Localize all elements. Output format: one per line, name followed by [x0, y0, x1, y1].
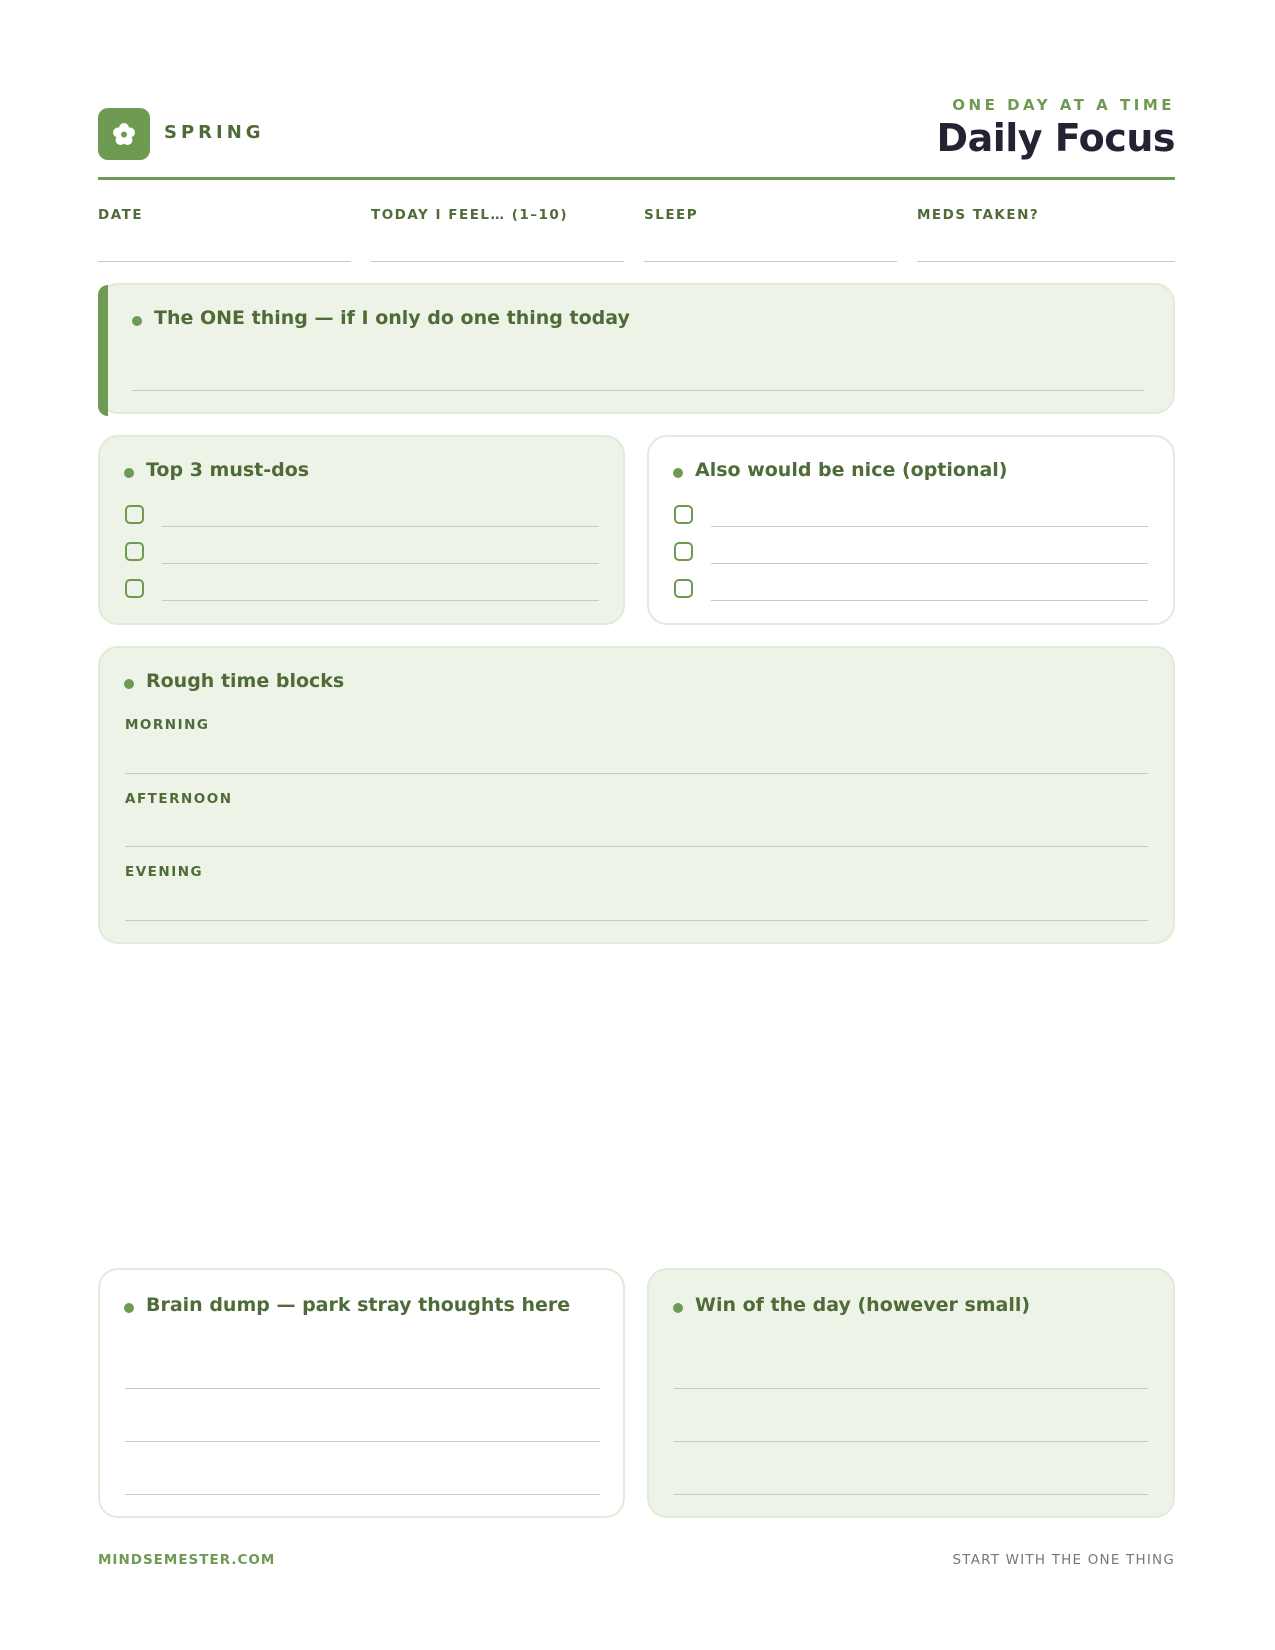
optional-checkbox-1[interactable] [674, 505, 693, 524]
optional-line-3[interactable] [711, 600, 1148, 601]
top3-title: Top 3 must-dos [146, 459, 310, 481]
win-line-2[interactable] [674, 1441, 1148, 1442]
sleep-label: SLEEP [644, 207, 699, 223]
optional-line-2[interactable] [711, 563, 1148, 564]
win-line-1[interactable] [674, 1388, 1148, 1389]
optional-title: Also would be nice (optional) [695, 459, 1008, 481]
afternoon-label: AFTERNOON [125, 791, 233, 807]
flower-icon [111, 121, 137, 147]
time-blocks-title: Rough time blocks [146, 670, 345, 692]
top3-checkbox-2[interactable] [125, 542, 144, 561]
bullet-dot [124, 468, 134, 478]
afternoon-line[interactable] [125, 846, 1148, 847]
one-thing-title: The ONE thing — if I only do one thing today [154, 307, 630, 329]
bullet-dot [124, 679, 134, 689]
footer-motto: START WITH THE ONE THING [952, 1552, 1175, 1568]
optional-line-1[interactable] [711, 526, 1148, 527]
footer-website: MINDSEMESTER.COM [98, 1552, 276, 1568]
brain-dump-line-2[interactable] [125, 1441, 600, 1442]
one-thing-card [98, 283, 1175, 414]
morning-line[interactable] [125, 773, 1148, 774]
win-line-3[interactable] [674, 1494, 1148, 1495]
bullet-dot [124, 1303, 134, 1313]
top3-checkbox-1[interactable] [125, 505, 144, 524]
win-title: Win of the day (however small) [695, 1294, 1031, 1316]
evening-label: EVENING [125, 864, 204, 880]
feel-field[interactable] [371, 261, 624, 262]
morning-label: MORNING [125, 717, 210, 733]
bullet-dot [673, 468, 683, 478]
optional-checkbox-2[interactable] [674, 542, 693, 561]
bullet-dot [673, 1303, 683, 1313]
page-title: Daily Focus [936, 116, 1175, 160]
bullet-dot [132, 316, 142, 326]
tagline: ONE DAY AT A TIME [952, 96, 1175, 114]
header-divider [98, 177, 1175, 180]
brain-dump-line-1[interactable] [125, 1388, 600, 1389]
meds-field[interactable] [917, 261, 1175, 262]
brand-name: SPRING [164, 122, 265, 143]
date-field[interactable] [98, 261, 351, 262]
evening-line[interactable] [125, 920, 1148, 921]
top3-checkbox-3[interactable] [125, 579, 144, 598]
top3-line-2[interactable] [162, 563, 599, 564]
brain-dump-title: Brain dump — park stray thoughts here [146, 1294, 571, 1316]
top3-line-1[interactable] [162, 526, 599, 527]
top3-line-3[interactable] [162, 600, 599, 601]
brand-logo [98, 108, 150, 160]
one-thing-accent [98, 285, 108, 416]
date-label: DATE [98, 207, 144, 223]
optional-checkbox-3[interactable] [674, 579, 693, 598]
brain-dump-line-3[interactable] [125, 1494, 600, 1495]
meds-label: MEDS TAKEN? [917, 207, 1040, 223]
one-thing-line[interactable] [132, 390, 1144, 391]
sleep-field[interactable] [644, 261, 897, 262]
feel-label: TODAY I FEEL… (1–10) [371, 207, 568, 223]
